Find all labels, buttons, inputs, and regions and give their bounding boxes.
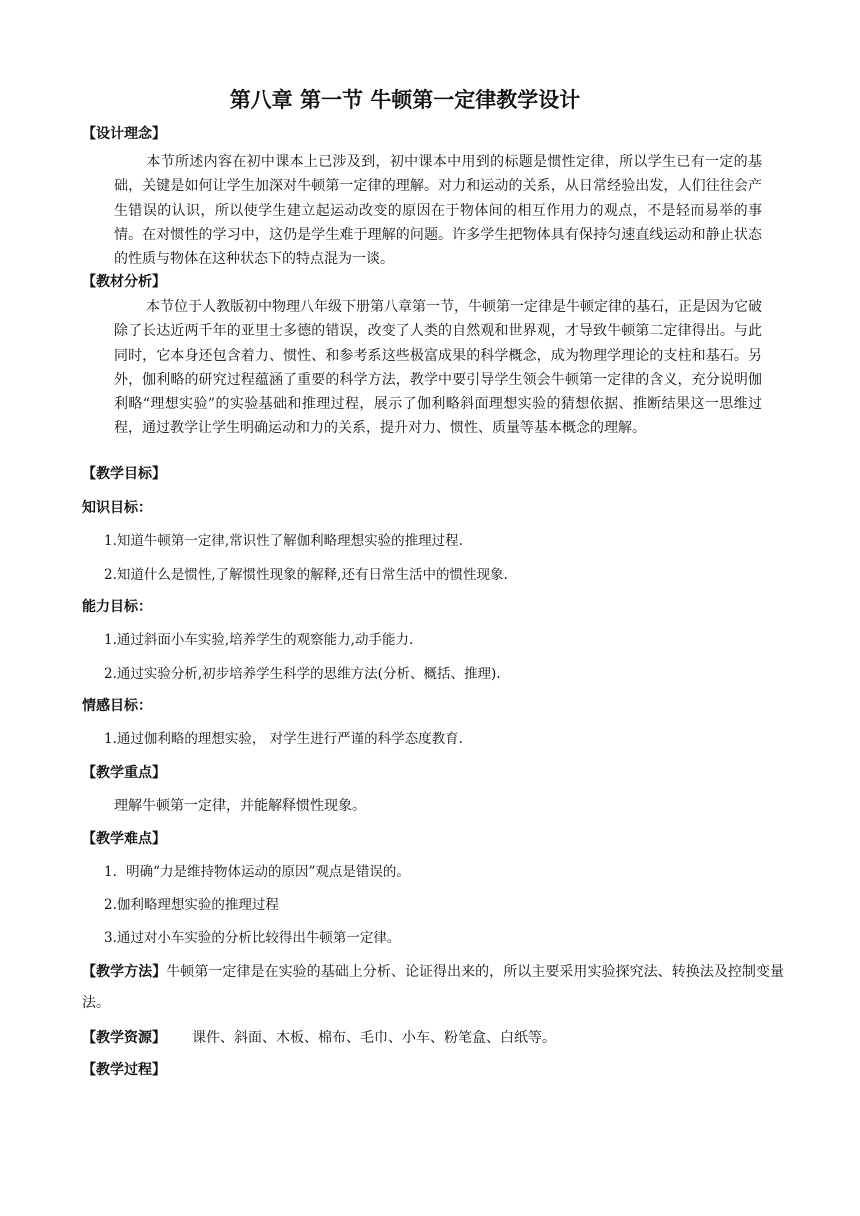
difficulty-item-3: 3.通过对小车实验的分析比较得出牛顿第一定律。 (104, 930, 401, 946)
ability-objectives-label: 能力目标： (82, 599, 152, 615)
knowledge-objective-item-2: 2.知道什么是惯性,了解惯性现象的解释,还有日常生活中的惯性现象. (104, 567, 508, 583)
methods-heading: 【教学方法】 (82, 964, 167, 980)
document-title: 第八章 第一节 牛顿第一定律教学设计 (229, 88, 581, 112)
textbook-analysis-heading: 【教材分析】 (82, 274, 166, 290)
key-points-heading: 【教学重点】 (82, 765, 166, 781)
methods-paragraph (82, 957, 784, 1019)
emotion-objective-item-1: 1.通过伽利略的理想实验， 对学生进行严谨的科学态度教育. (104, 731, 463, 747)
ability-objective-item-1: 1.通过斜面小车实验,培养学生的观察能力,动手能力. (104, 632, 414, 648)
textbook-analysis-paragraph (114, 295, 762, 441)
resources-heading: 【教学资源】 (82, 1030, 166, 1046)
difficulty-item-2: 2.伽利略理想实验的推理过程 (104, 897, 279, 913)
methods-text: 牛顿第一定律是在实验的基础上分析、论证得出来的，所以主要采用实验探究法、转换法及控制变量法。 (82, 964, 785, 1011)
knowledge-objectives-label: 知识目标： (82, 500, 152, 516)
knowledge-objective-item-1: 1.知道牛顿第一定律,常识性了解伽利略理想实验的推理过程. (104, 533, 463, 549)
difficulty-item-1: 1．明确“力是维持物体运动的原因”观点是错误的。 (104, 864, 410, 880)
objectives-heading: 【教学目标】 (82, 466, 166, 482)
resources-line (82, 1028, 556, 1048)
resources-text: 课件、斜面、木板、棉布、毛巾、小车、粉笔盒、白纸等。 (192, 1030, 556, 1046)
key-points-text: 理解牛顿第一定律，并能解释惯性现象。 (114, 798, 366, 814)
textbook-analysis-text: 本节位于人教版初中物理八年级下册第八章第一节，牛顿第一定律是牛顿定律的基石，正是因为它破除了长达近两千年的亚里士多德的错误，改变了人类的自然观和世界观，才导致牛顿第二定律得出。与此同时，它本身还包含着力、惯性、和参考系这些极富成果的科学概念，成为物理学理论的支柱和基石。另外，伽利略的研究过程蕴涵了重要的科学方法，教学中要引导学生领会牛顿第一定律的含义，充分说明伽利略“理想实验”的实验基础和推理过程，展示了伽利略斜面理想实验的猜想依据、推断结果这一思维过程，通过教学让学生明确运动和力的关系，提升对力、惯性、质量等基本概念的理解。 (114, 299, 762, 437)
design-concept-heading: 【设计理念】 (82, 126, 166, 142)
design-concept-text: 本节所述内容在初中课本上已涉及到，初中课本中用到的标题是惯性定律，所以学生已有一定的基础，关键是如何让学生加深对牛顿第一定律的理解。对力和运动的关系，从日常经验出发，人们往往会产生错误的认识，所以使学生建立起运动改变的原因在于物体间的相互作用力的观点，不是轻而易举的事情。在对惯性的学习中，这仍是学生难于理解的问题。许多学生把物体具有保持匀速直线运动和静止状态的性质与物体在这种状态下的特点混为一谈。 (114, 154, 762, 268)
emotion-objectives-label: 情感目标： (82, 698, 152, 714)
process-heading: 【教学过程】 (82, 1062, 166, 1078)
difficulties-heading: 【教学难点】 (82, 831, 166, 847)
design-concept-paragraph (114, 150, 762, 271)
ability-objective-item-2: 2.通过实验分析,初步培养学生科学的思维方法(分析、概括、推理). (104, 666, 501, 682)
